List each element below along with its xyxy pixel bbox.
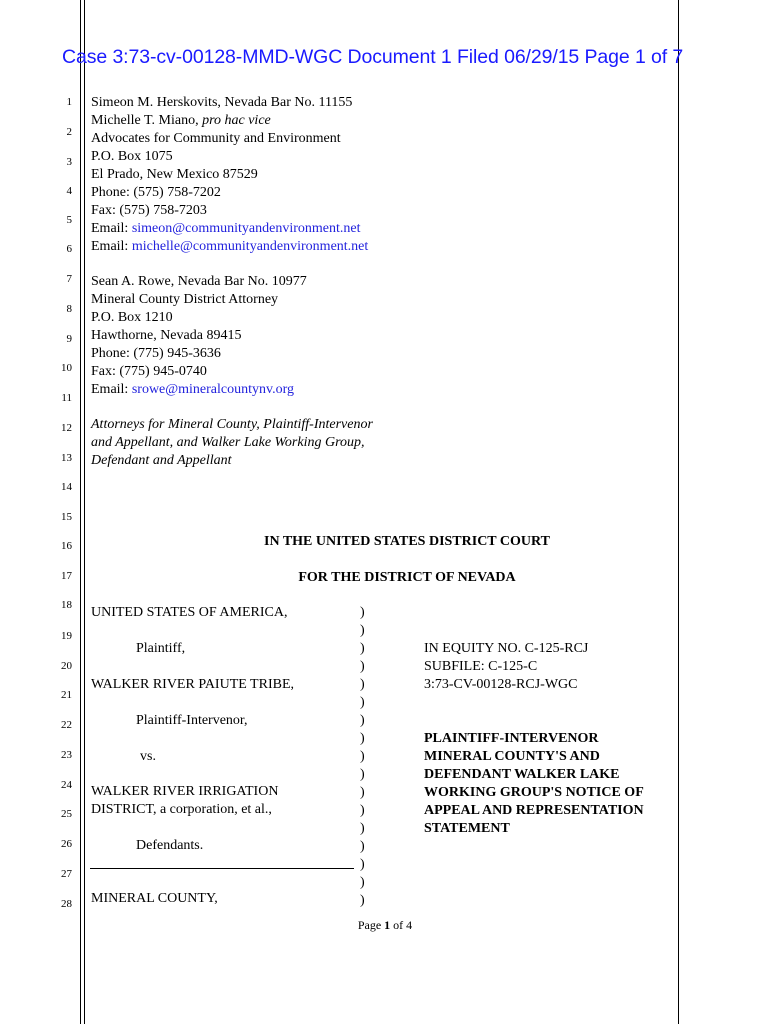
fax-line: Fax: (575) 758-7203 xyxy=(91,203,207,218)
party-role: Defendants. xyxy=(136,838,204,853)
attorneys-for-line: Attorneys for Mineral County, Plaintiff-Intervenor xyxy=(91,417,373,432)
email-line: Email: srowe@mineralcountynv.org xyxy=(91,382,295,397)
paren: ) xyxy=(360,893,365,908)
versus: vs. xyxy=(140,749,156,764)
title-line: APPEAL AND REPRESENTATION xyxy=(424,803,644,818)
line-number: 8 xyxy=(66,303,72,315)
page-number: 1 xyxy=(384,918,391,932)
line-number: 21 xyxy=(61,689,72,701)
address-line: Hawthorne, Nevada 89415 xyxy=(91,328,242,343)
fax-line: Fax: (775) 945-0740 xyxy=(91,364,207,379)
email-line: Email: michelle@communityandenvironment.net xyxy=(91,239,369,254)
line-number: 22 xyxy=(61,719,72,731)
email-line: Email: simeon@communityandenvironment.net xyxy=(91,221,361,236)
line-number: 5 xyxy=(66,214,72,226)
equity-number: IN EQUITY NO. C-125-RCJ xyxy=(424,641,589,656)
line-number: 1 xyxy=(66,96,72,108)
title-line: WORKING GROUP'S NOTICE OF xyxy=(424,785,644,800)
case-number: 3:73-CV-00128-RCJ-WGC xyxy=(424,677,578,692)
line-number: 15 xyxy=(61,511,72,523)
line-number: 7 xyxy=(66,273,72,285)
title-line: DEFENDANT WALKER LAKE xyxy=(424,767,620,782)
caption-divider xyxy=(90,868,354,869)
attorneys-for-line: and Appellant, and Walker Lake Working Group, xyxy=(91,435,365,450)
title-line: PLAINTIFF-INTERVENOR xyxy=(424,731,599,746)
paren: ) xyxy=(360,875,365,890)
line-number: 20 xyxy=(61,660,72,672)
line-number: 19 xyxy=(61,630,72,642)
line-number: 27 xyxy=(61,868,72,880)
line-number: 13 xyxy=(61,452,72,464)
line-number: 12 xyxy=(61,422,72,434)
line-number: 24 xyxy=(61,779,72,791)
line-number: 4 xyxy=(66,185,72,197)
right-margin-rule xyxy=(678,0,679,1024)
counsel-name: Sean A. Rowe, Nevada Bar No. 10977 xyxy=(91,274,307,289)
paren: ) xyxy=(360,839,365,854)
court-name: IN THE UNITED STATES DISTRICT COURT xyxy=(264,534,550,549)
phone-line: Phone: (775) 945-3636 xyxy=(91,346,221,361)
line-number: 6 xyxy=(66,243,72,255)
title-line: STATEMENT xyxy=(424,821,510,836)
line-number: 17 xyxy=(61,570,72,582)
counsel-name: Michelle T. Miano, pro hac vice xyxy=(91,113,271,128)
paren: ) xyxy=(360,857,365,872)
line-number: 25 xyxy=(61,808,72,820)
page-footer: Page 1 of 4 xyxy=(357,918,413,932)
party-name: WALKER RIVER IRRIGATION xyxy=(91,784,279,799)
paren: ) xyxy=(360,605,365,620)
paren: ) xyxy=(360,767,365,782)
line-number: 3 xyxy=(66,156,72,168)
email-link[interactable]: michelle@communityandenvironment.net xyxy=(131,239,369,254)
party-role: Plaintiff-Intervenor, xyxy=(136,713,248,728)
email-link[interactable]: srowe@mineralcountynv.org xyxy=(131,382,295,397)
paren: ) xyxy=(360,803,365,818)
paren: ) xyxy=(360,713,365,728)
paren: ) xyxy=(360,731,365,746)
party-name: MINERAL COUNTY, xyxy=(91,891,218,906)
phone-line: Phone: (575) 758-7202 xyxy=(91,185,221,200)
line-number: 16 xyxy=(61,540,72,552)
title-line: MINERAL COUNTY'S AND xyxy=(424,749,600,764)
firm-name: Advocates for Community and Environment xyxy=(91,131,341,146)
email-link[interactable]: simeon@communityandenvironment.net xyxy=(131,221,361,236)
paren: ) xyxy=(360,785,365,800)
line-number: 28 xyxy=(61,898,72,910)
party-role: Plaintiff, xyxy=(136,641,186,656)
paren: ) xyxy=(360,821,365,836)
address-line: P.O. Box 1210 xyxy=(91,310,173,325)
paren: ) xyxy=(360,677,365,692)
line-number: 26 xyxy=(61,838,72,850)
attorneys-for-line: Defendant and Appellant xyxy=(91,453,232,468)
party-name: WALKER RIVER PAIUTE TRIBE, xyxy=(91,677,294,692)
line-number: 11 xyxy=(61,392,72,404)
left-margin-rule xyxy=(80,0,81,1024)
party-name: UNITED STATES OF AMERICA, xyxy=(91,605,288,620)
line-number: 2 xyxy=(66,126,72,138)
line-number: 14 xyxy=(61,481,72,493)
address-line: P.O. Box 1075 xyxy=(91,149,173,164)
line-number: 10 xyxy=(61,362,72,374)
line-number: 23 xyxy=(61,749,72,761)
court-district: FOR THE DISTRICT OF NEVADA xyxy=(298,570,516,585)
counsel-name: Simeon M. Herskovits, Nevada Bar No. 11155 xyxy=(91,95,353,110)
paren: ) xyxy=(360,749,365,764)
line-number: 9 xyxy=(66,333,72,345)
paren: ) xyxy=(360,623,365,638)
paren: ) xyxy=(360,695,365,710)
subfile-number: SUBFILE: C-125-C xyxy=(424,659,538,674)
paren: ) xyxy=(360,659,365,674)
line-number: 18 xyxy=(61,599,72,611)
left-margin-rule-inner xyxy=(84,0,85,1024)
party-name: DISTRICT, a corporation, et al., xyxy=(91,802,272,817)
paren: ) xyxy=(360,641,365,656)
address-line: El Prado, New Mexico 87529 xyxy=(91,167,258,182)
filing-header: Case 3:73-cv-00128-MMD-WGC Document 1 Filed 06/29/15 Page 1 of 7 xyxy=(62,46,684,68)
office-name: Mineral County District Attorney xyxy=(91,292,279,307)
